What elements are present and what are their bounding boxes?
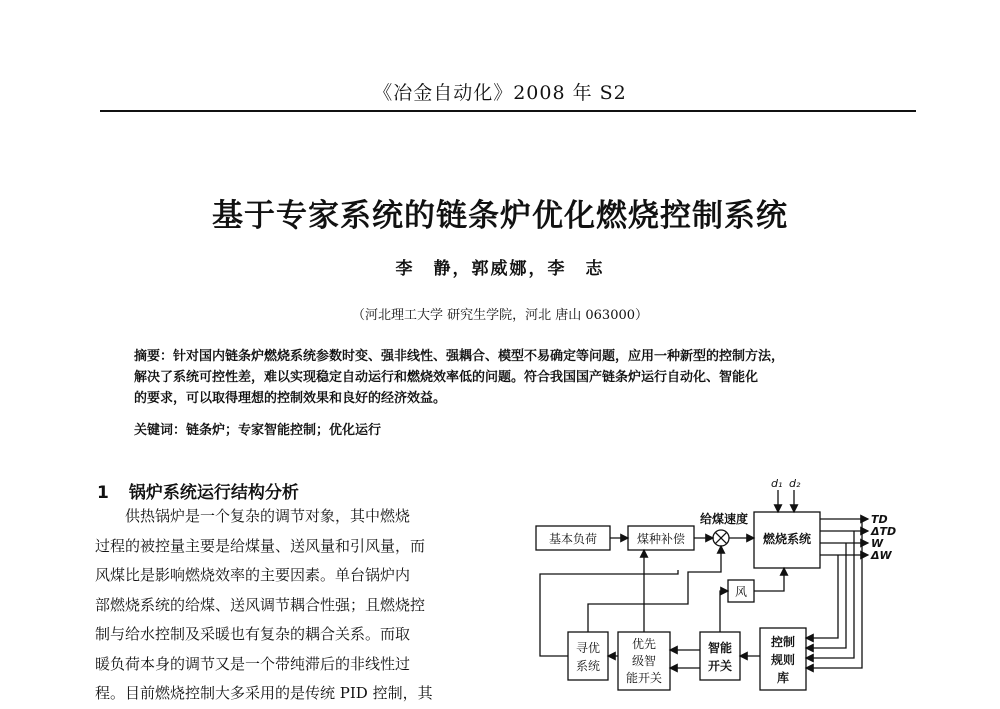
abstract-line: 解决了系统可控性差，难以实现稳定自动运行和燃烧效率低的问题。符合我国国产链条炉运行自动化、智能化 xyxy=(134,370,759,385)
priority-switch-label: 级智 xyxy=(631,654,657,668)
body-line: 部燃烧系统的给煤、送风调节耦合性强；且燃烧控 xyxy=(95,595,426,614)
section-heading xyxy=(97,478,299,503)
keywords: 关键词：链条炉；专家智能控制；优化运行 xyxy=(134,423,382,438)
body-line: 过程的被控量主要是给煤量、送风量和引风量，而 xyxy=(95,536,426,555)
body-line: 供热锅炉是一个复杂的调节对象，其中燃烧 xyxy=(125,507,411,525)
output-w: W xyxy=(871,537,884,550)
search-system-label: 系统 xyxy=(575,659,601,673)
paper-affiliation: （河北理工大学 研究生学院，河北 唐山 063000） xyxy=(351,308,649,323)
coal-speed-label: 给煤速度 xyxy=(700,512,749,526)
paper-title: 基于专家系统的链条炉优化燃烧控制系统 xyxy=(212,198,788,234)
control-rules-label: 控制 xyxy=(770,635,796,649)
output-td: TD xyxy=(871,513,888,526)
header-rule xyxy=(100,110,916,112)
priority-switch-label: 能开关 xyxy=(625,671,663,685)
control-block-diagram xyxy=(528,474,898,698)
body-line: 程。目前燃烧控制大多采用的是传统 PID 控制，其 xyxy=(95,684,433,702)
control-rules-label: 规则 xyxy=(770,653,796,667)
combustion-system-label: 燃烧系统 xyxy=(762,532,812,546)
body-line: 风煤比是影响燃烧效率的主要因素。单台锅炉内 xyxy=(95,566,411,584)
body-line: 暖负荷本身的调节又是一个带纯滞后的非线性过 xyxy=(95,654,411,673)
control-rules-label: 库 xyxy=(776,671,790,685)
abstract xyxy=(134,346,884,409)
smart-switch-label: 开关 xyxy=(707,659,733,673)
search-system-label: 寻优 xyxy=(575,641,601,655)
section-body xyxy=(95,502,491,709)
journal-header: 《冶金自动化》2008 年 S2 xyxy=(373,82,627,104)
abstract-line: 的要求，可以取得理想的控制效果和良好的经济效益。 xyxy=(134,391,447,406)
output-delta-td: ΔTD xyxy=(871,525,897,538)
priority-switch-label: 优先 xyxy=(631,637,657,651)
paper-authors: 李 静，郭威娜，李 志 xyxy=(395,259,605,279)
disturbance-d2: d₂ xyxy=(789,477,801,490)
base-load-label: 基本负荷 xyxy=(548,532,598,546)
section-number: 1 xyxy=(97,483,109,503)
section-title: 锅炉系统运行结构分析 xyxy=(128,483,299,503)
body-line: 制与给水控制及采暖也有复杂的耦合关系。而取 xyxy=(95,625,411,643)
coal-compensation-label: 煤种补偿 xyxy=(636,532,686,546)
smart-switch-label: 智能 xyxy=(707,641,733,655)
disturbance-d1: d₁ xyxy=(771,477,783,490)
wind-label: 风 xyxy=(734,585,748,599)
output-delta-w: ΔW xyxy=(871,549,892,562)
abstract-line: 摘要：针对国内链条炉燃烧系统参数时变、强非线性、强耦合、模型不易确定等问题，应用一种新型的控制方法， xyxy=(134,349,785,364)
